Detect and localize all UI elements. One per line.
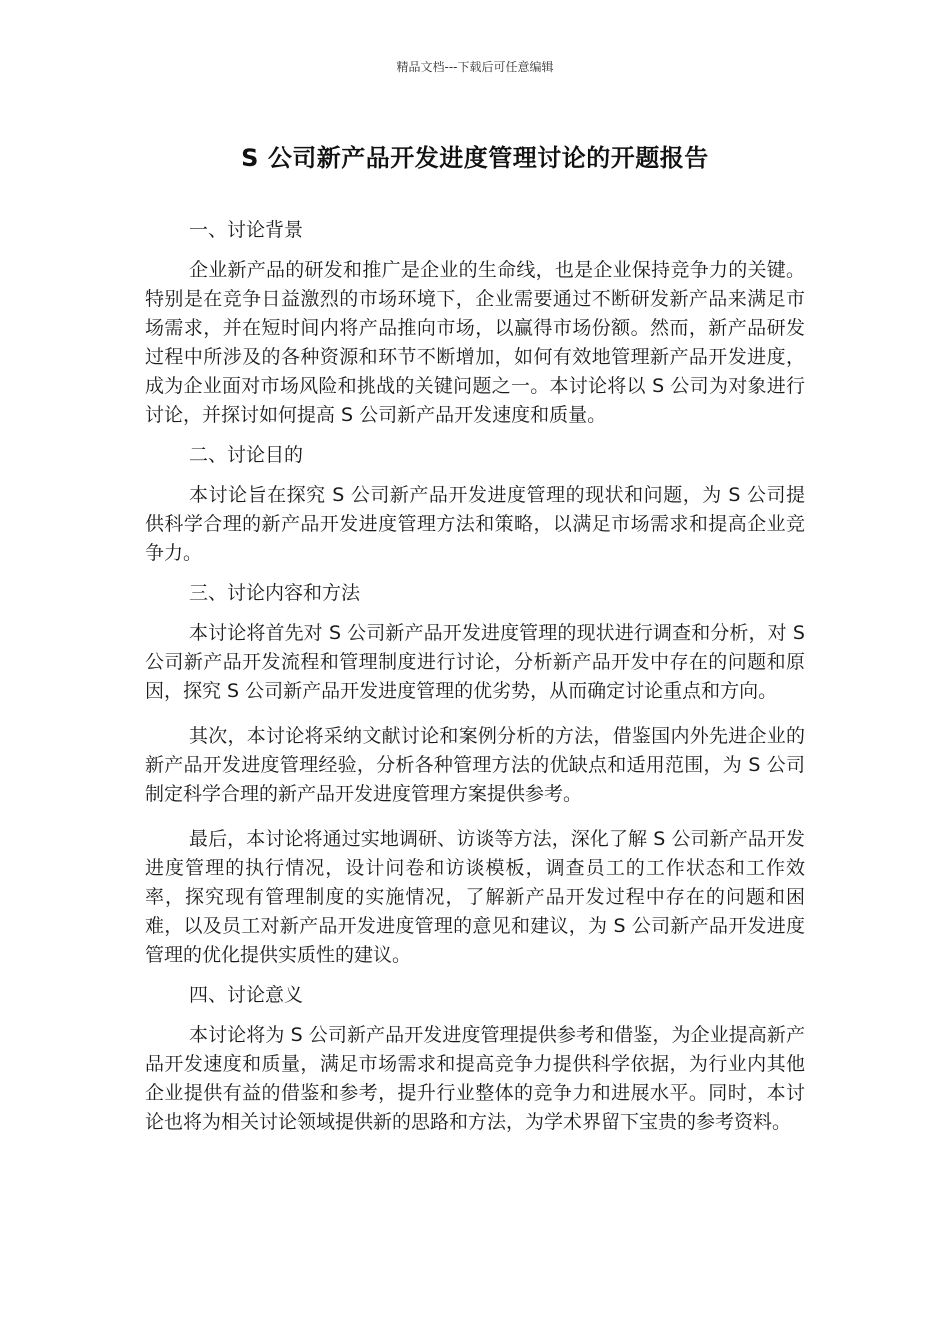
paragraph-content-method-3: 最后，本讨论将通过实地调研、访谈等方法，深化了解 S 公司新产品开发进度管理的执行情况，设计问卷和访谈模板，调查员工的工作状态和工作效率，探究现有管理制度的实施情况，了解新产品开发过程中存在的问题和困难，以及员工对新产品开发进度管理的意见和建议，为 S 公司新产品开发进度管理的优化提供实质性的建议。	[145, 828, 805, 966]
paragraph-purpose: 本讨论旨在探究 S 公司新产品开发进度管理的现状和问题，为 S 公司提供科学合理的新产品开发进度管理方法和策略，以满足市场需求和提高企业竞争力。	[145, 484, 805, 564]
section-heading-content-method: 三、讨论内容和方法	[189, 582, 361, 604]
page-header-note: 精品文档---下载后可任意编辑	[396, 60, 554, 74]
paragraph-content-method-1: 本讨论将首先对 S 公司新产品开发进度管理的现状进行调查和分析，对 S 公司新产品开发流程和管理制度进行讨论，分析新产品开发中存在的问题和原因，探究 S 公司新产品开发进度管理的优劣势，从而确定讨论重点和方向。	[145, 622, 805, 702]
paragraph-content-method-2: 其次，本讨论将采纳文献讨论和案例分析的方法，借鉴国内外先进企业的新产品开发进度管理经验，分析各种管理方法的优缺点和适用范围，为 S 公司制定科学合理的新产品开发进度管理方案提供参考。	[145, 725, 805, 805]
section-heading-significance: 四、讨论意义	[189, 984, 304, 1006]
paragraph-significance: 本讨论将为 S 公司新产品开发进度管理提供参考和借鉴，为企业提高新产品开发速度和质量，满足市场需求和提高竞争力提供科学依据，为行业内其他企业提供有益的借鉴和参考，提升行业整体的竞争力和进展水平。同时，本讨论也将为相关讨论领域提供新的思路和方法，为学术界留下宝贵的参考资料。	[145, 1024, 805, 1133]
paragraph-background: 企业新产品的研发和推广是企业的生命线，也是企业保持竞争力的关键。特别是在竞争日益激烈的市场环境下，企业需要通过不断研发新产品来满足市场需求，并在短时间内将产品推向市场，以赢得市场份额。然而，新产品研发过程中所涉及的各种资源和环节不断增加，如何有效地管理新产品开发进度，成为企业面对市场风险和挑战的关键问题之一。本讨论将以 S 公司为对象进行讨论，并探讨如何提高 S 公司新产品开发速度和质量。	[145, 259, 805, 426]
document-title: S 公司新产品开发进度管理讨论的开题报告	[241, 144, 709, 172]
document-body	[145, 216, 805, 1148]
section-heading-purpose: 二、讨论目的	[189, 444, 304, 466]
section-heading-background: 一、讨论背景	[189, 219, 304, 241]
